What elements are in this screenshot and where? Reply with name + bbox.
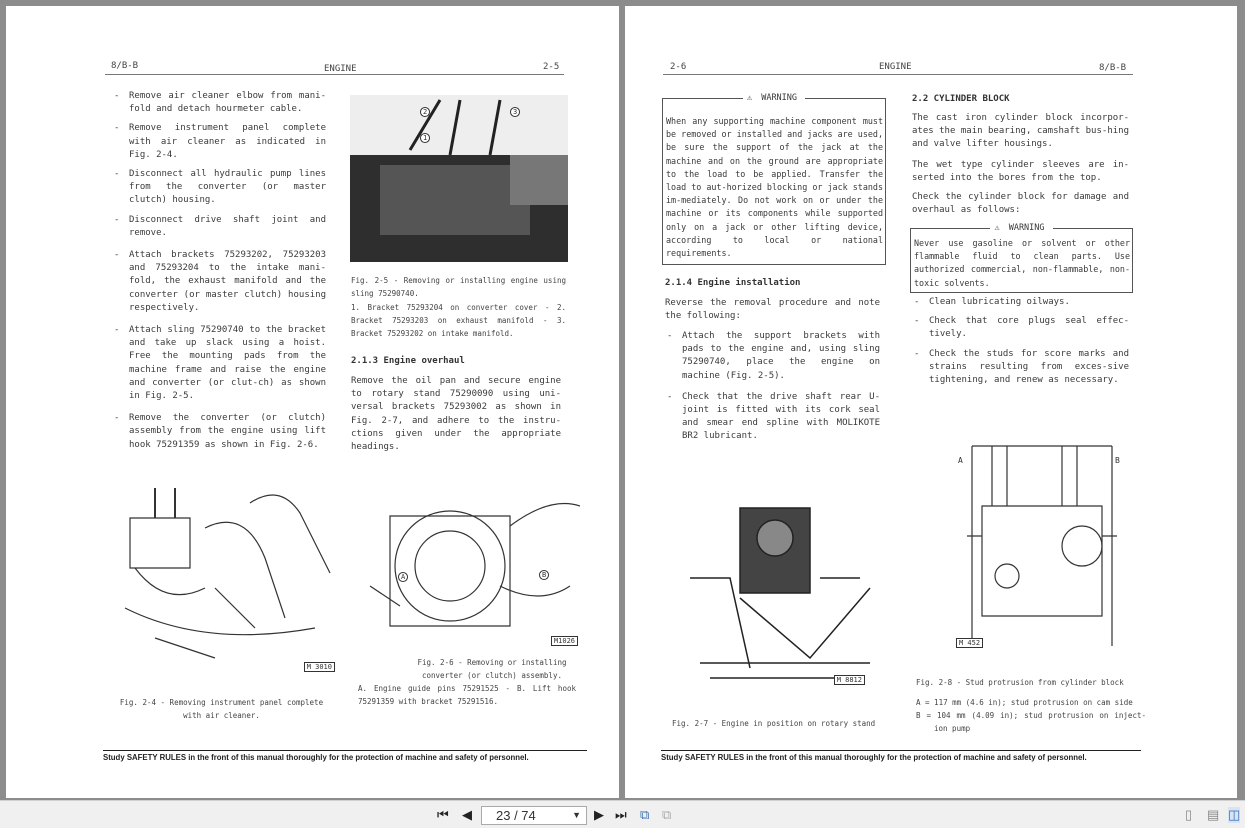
section-text: Remove the oil pan and secure engine to rotary stand 75290090 using uni-versal brackets 75293002 as shown in Fig. 2-7, and adhere to the instru-ctions given under the appropriate headings. bbox=[351, 376, 561, 453]
header-center: ENGINE bbox=[324, 64, 357, 74]
last-page-icon[interactable]: ⏭ bbox=[615, 807, 627, 822]
header-center: ENGINE bbox=[879, 62, 912, 72]
fig-2-7-drawing bbox=[680, 478, 875, 693]
pdf-page-right bbox=[625, 6, 1237, 798]
cylinder-heading: 2.2 CYLINDER BLOCK bbox=[912, 94, 1010, 104]
fig-2-6-drawing bbox=[350, 486, 580, 646]
copy-icon[interactable]: ⧉ bbox=[640, 807, 650, 822]
dimension-a-label: A bbox=[958, 456, 963, 465]
callout-2: 2 bbox=[420, 107, 430, 117]
footer-rule bbox=[103, 750, 587, 751]
list-item: - Disconnect drive shaft joint and remove. bbox=[112, 214, 326, 240]
footer-rule bbox=[661, 750, 1141, 751]
next-page-icon[interactable]: ▶ bbox=[594, 807, 604, 822]
chevron-down-icon[interactable]: ▼ bbox=[572, 810, 581, 820]
fig-2-5-photo bbox=[350, 95, 568, 262]
install-text: Reverse the removal procedure and note the following: bbox=[665, 298, 880, 322]
pdf-page-left bbox=[6, 6, 619, 798]
fig-2-5-caption: Fig. 2-5 - Removing or installing engine using sling 75290740. bbox=[351, 276, 566, 298]
fig-2-6-legend: A. Engine guide pins 75291525 - B. Lift hook 75291359 with bracket 75291516. bbox=[358, 684, 576, 706]
list-item: - Attach brackets 75293202, 75293203 and 75293204 to the intake mani-fold, the exhaust manifold and the converter (or master clutch) housing respectively. bbox=[112, 249, 326, 315]
figure-code: M 452 bbox=[956, 638, 983, 648]
list-item: - Clean lubricating oilways. bbox=[912, 296, 1129, 309]
list-item: - Remove the converter (or clutch) assembly from the engine using lift hook 75291359 as shown in Fig. 2-6. bbox=[112, 412, 326, 452]
prev-page-icon[interactable]: ◀ bbox=[462, 807, 472, 822]
install-heading: 2.1.4 Engine installation bbox=[665, 278, 801, 288]
removal-steps bbox=[112, 90, 326, 458]
page-number-input[interactable] bbox=[481, 806, 587, 825]
header-left: 8/B-B bbox=[111, 61, 139, 71]
install-steps bbox=[665, 330, 880, 450]
figure-code: M 3010 bbox=[304, 662, 335, 672]
list-item: - Remove air cleaner elbow from mani-fold and detach hourmeter cable. bbox=[112, 90, 326, 116]
warning-text: Never use gasoline or solvent or other flammable fluid to clean parts. Use authorized commercial, non-flammable, non-toxic solvents. bbox=[914, 238, 1130, 288]
warning-text: When any supporting machine component must be removed or installed and jacks are used, be sure the support of the jack at the machine and on the ground are appropriate to the load to be applied. Transfer the load to aut-horized blocking or jack stands im-mediately. Do not work on or under the machine or its components while supported only on a jack or other lifting device, according to local or national requirements. bbox=[666, 116, 883, 259]
footer-text: Study SAFETY RULES in the front of this manual thoroughly for the protection of machine and safety of personnel. bbox=[661, 753, 1087, 762]
figure-code: M1026 bbox=[551, 636, 578, 646]
header-right: 8/B-B bbox=[1099, 63, 1127, 73]
single-page-icon[interactable]: ▯ bbox=[1185, 807, 1193, 822]
header-left: 2-6 bbox=[670, 62, 687, 72]
callout-a: A bbox=[398, 572, 408, 582]
warning-box-2 bbox=[910, 223, 1133, 293]
fig-2-7-caption: Fig. 2-7 - Engine in position on rotary stand bbox=[672, 719, 876, 728]
warning-title: WARNING bbox=[757, 93, 801, 103]
list-item: - Check that core plugs seal effec-tively. bbox=[912, 315, 1129, 341]
warning-icon: ⚠ bbox=[746, 93, 753, 103]
dimension-b-label: B bbox=[1115, 456, 1120, 465]
callout-3: 3 bbox=[510, 107, 520, 117]
list-item: - Check that the drive shaft rear U-joint is fitted with its cork seal and smear end spline with MOLIKOTE BR2 lubricant. bbox=[665, 391, 880, 444]
cylinder-p2: The wet type cylinder sleeves are in-serted into the bores from the top. bbox=[912, 160, 1129, 184]
first-page-icon[interactable]: ⏮ bbox=[437, 807, 449, 822]
warning-icon: ⚠ bbox=[994, 223, 1000, 233]
header-rule bbox=[105, 74, 564, 75]
two-page-icon[interactable]: ◫ bbox=[1228, 807, 1241, 822]
fig-2-4-drawing bbox=[115, 488, 337, 676]
list-item: - Disconnect all hydraulic pump lines from the converter (or master clutch) housing. bbox=[112, 168, 326, 208]
fig-2-8-dim-b: B = 104 mm (4.09 in); stud protrusion on inject-ion pump bbox=[916, 711, 1146, 733]
list-item: - Check the studs for score marks and strains resulting from exces-sive tightening, and renew as necessary. bbox=[912, 348, 1129, 388]
callout-1: 1 bbox=[420, 133, 430, 143]
figure-code: M 8812 bbox=[834, 675, 865, 685]
page-indicator: 23 / 74 bbox=[496, 808, 536, 823]
fig-2-4-caption: Fig. 2-4 - Removing instrument panel complete with air cleaner. bbox=[119, 698, 324, 720]
footer-text: Study SAFETY RULES in the front of this manual thoroughly for the protection of machine and safety of personnel. bbox=[103, 753, 529, 762]
warning-title: WARNING bbox=[1005, 223, 1049, 233]
fig-2-8-caption: Fig. 2-8 - Stud protrusion from cylinder block bbox=[916, 678, 1124, 687]
continuous-page-icon[interactable]: ▤ bbox=[1207, 807, 1220, 822]
list-item: - Attach sling 75290740 to the bracket and take up slack using a hoist. Free the mounting pads from the machine frame and raise the engine and converter (or clut-ch) as shown in Fig. 2-5. bbox=[112, 324, 326, 403]
header-right: 2-5 bbox=[543, 62, 560, 72]
list-item: - Attach the support brackets with pads to the engine and, using sling 75290740, place the engine on machine (Fig. 2-5). bbox=[665, 330, 880, 383]
viewer-toolbar bbox=[0, 800, 1245, 828]
fig-2-5-legend: 1. Bracket 75293204 on converter cover - 2. Bracket 75293203 on exhaust manifold - 3. Bracket 75293202 on intake manifold. bbox=[351, 303, 566, 338]
paste-icon[interactable]: ⧉ bbox=[662, 807, 672, 822]
cylinder-checks bbox=[912, 296, 1129, 393]
header-rule bbox=[663, 74, 1133, 75]
callout-b: B bbox=[539, 570, 549, 580]
section-heading: 2.1.3 Engine overhaul bbox=[351, 356, 465, 366]
list-item: - Remove instrument panel complete with air cleaner as indicated in Fig. 2-4. bbox=[112, 122, 326, 162]
fig-2-8-drawing bbox=[952, 436, 1127, 648]
fig-2-6-caption: Fig. 2-6 - Removing or installing converter (or clutch) assembly. bbox=[417, 658, 567, 680]
cylinder-p1: The cast iron cylinder block incorpor-ates the main bearing, camshaft bus-hing and valve lifter housings. bbox=[912, 113, 1129, 150]
cylinder-p3: Check the cylinder block for damage and overhaul as follows: bbox=[912, 192, 1129, 216]
fig-2-8-dim-a: A = 117 mm (4.6 in); stud protrusion on cam side bbox=[916, 698, 1133, 707]
warning-box bbox=[662, 93, 886, 265]
